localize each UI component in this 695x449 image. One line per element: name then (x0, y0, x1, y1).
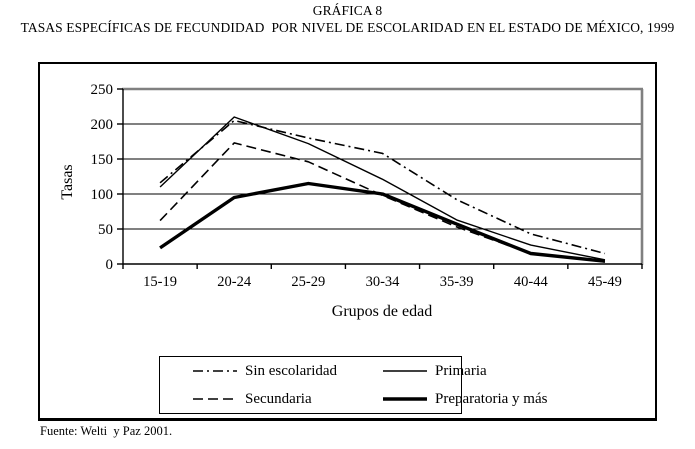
x-tick-label: 15-19 (143, 274, 177, 290)
data-series-dashdot (160, 121, 605, 254)
x-tick-label: 20-24 (217, 274, 252, 290)
y-tick-label: 250 (90, 82, 113, 98)
legend-item-sin-escolaridad (192, 363, 382, 380)
dashed-line-swatch-icon (192, 393, 238, 405)
y-tick-label: 0 (105, 257, 113, 273)
legend-item-primaria (382, 363, 547, 380)
x-tick-label: 30-34 (365, 274, 400, 290)
chart-main-title: TASAS ESPECÍFICAS DE FECUNDIDAD POR NIVEL DE ESCOLARIDAD EN EL ESTADO DE MÉXICO, 1999 (20, 20, 675, 35)
thick-solid-line-swatch-icon (382, 393, 428, 405)
legend-item-preparatoria (382, 391, 547, 408)
x-axis-title: Grupos de edad (331, 303, 433, 320)
dashdot-line-swatch-icon (192, 365, 238, 377)
chart-number-title: GRÁFICA 8 (312, 3, 383, 18)
legend (159, 356, 548, 414)
legend-label: Primaria (435, 362, 487, 379)
y-axis-title: Tasas (59, 164, 76, 200)
legend-label: Preparatoria y más (435, 390, 548, 407)
x-tick-label: 25-29 (291, 274, 326, 290)
y-tick-label: 150 (90, 152, 113, 168)
data-series-solid-thick (160, 184, 605, 262)
y-tick-label: 200 (90, 117, 113, 133)
legend-label: Secundaria (245, 390, 312, 407)
thin-solid-line-swatch-icon (382, 365, 428, 377)
y-tick-label: 100 (90, 187, 113, 203)
legend-label: Sin escolaridad (245, 362, 338, 379)
data-series-solid-thin (160, 117, 605, 260)
chart-frame (38, 62, 657, 421)
source-note: Fuente: Welti y Paz 2001. (40, 424, 173, 438)
y-tick-label: 50 (98, 222, 113, 238)
x-tick-label: 40-44 (513, 274, 548, 290)
x-tick-label: 45-49 (588, 274, 622, 290)
x-tick-label: 35-39 (439, 274, 474, 290)
legend-item-secundaria (192, 391, 382, 408)
